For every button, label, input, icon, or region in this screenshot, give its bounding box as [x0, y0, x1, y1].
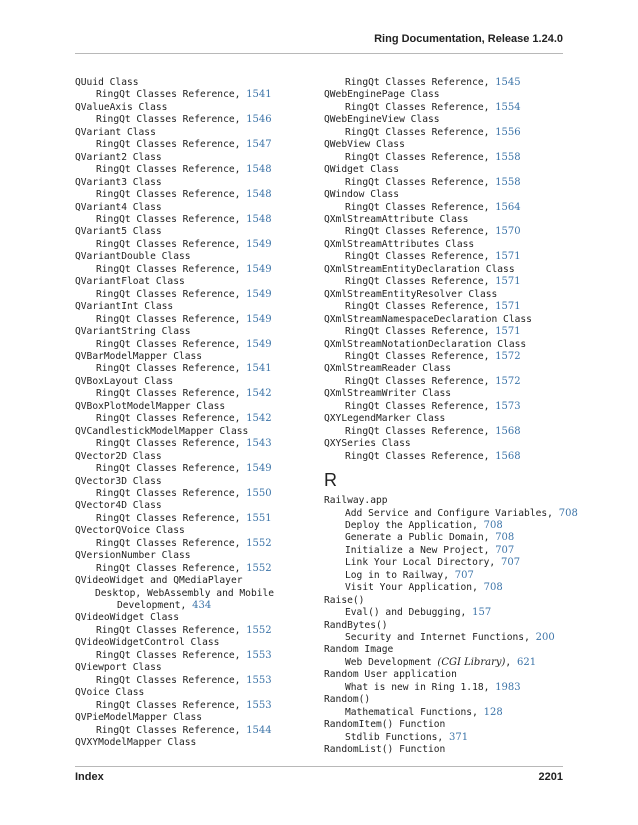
- index-subentry: Initialize a New Project, 707: [345, 544, 515, 556]
- index-subentry: RingQt Classes Reference, 1568: [345, 425, 521, 437]
- page-link[interactable]: 1551: [246, 512, 272, 524]
- index-subentry: RingQt Classes Reference, 1558: [345, 151, 521, 163]
- index-subentry: RingQt Classes Reference, 1549: [96, 263, 272, 275]
- index-term: QVector2D Class: [75, 450, 162, 462]
- index-subentry: RingQt Classes Reference, 1549: [96, 463, 272, 475]
- index-subentry: What is new in Ring 1.18, 1983: [345, 681, 521, 693]
- index-subentry: RingQt Classes Reference, 1549: [96, 238, 272, 250]
- page-link[interactable]: 1983: [495, 681, 521, 693]
- index-subentry: RingQt Classes Reference, 1549: [96, 313, 272, 325]
- index-term: Railway.app: [324, 495, 388, 507]
- index-subentry-text: RingQt Classes Reference: [96, 413, 235, 425]
- index-term: QVectorQVoice Class: [75, 525, 185, 537]
- index-term: QVCandlestickModelMapper Class: [75, 425, 249, 437]
- page-link[interactable]: 708: [558, 507, 578, 519]
- index-subentry: RingQt Classes Reference, 1550: [96, 487, 272, 499]
- index-subentry-text: RingQt Classes Reference: [96, 537, 235, 549]
- page-link[interactable]: 1570: [495, 226, 521, 238]
- index-subentry: RingQt Classes Reference, 1573: [345, 400, 521, 412]
- page-link[interactable]: 1568: [495, 450, 521, 462]
- index-term: QVariant Class: [75, 126, 156, 138]
- page-header-title: Ring Documentation, Release 1.24.0: [374, 33, 563, 45]
- index-term: Random Image: [324, 644, 394, 656]
- index-subentry-text: RingQt Classes Reference: [96, 699, 235, 711]
- page-link[interactable]: 1548: [246, 213, 272, 225]
- index-term: QXmlStreamEntityResolver Class: [324, 288, 498, 300]
- index-subentry: Visit Your Application, 708: [345, 582, 503, 594]
- index-subentry: RingQt Classes Reference, 1541: [96, 89, 272, 101]
- index-subentry: RingQt Classes Reference, 1571: [345, 276, 521, 288]
- index-subentry: RingQt Classes Reference, 1544: [96, 724, 272, 736]
- index-subentry: RingQt Classes Reference, 1549: [96, 338, 272, 350]
- index-term: QXmlStreamAttributes Class: [324, 238, 475, 250]
- footer-page-number: 2201: [538, 771, 563, 783]
- index-subentry: RingQt Classes Reference, 1549: [96, 288, 272, 300]
- page-link[interactable]: 1549: [246, 238, 272, 250]
- index-term-text: Development: [117, 600, 181, 612]
- index-subentry: RingQt Classes Reference, 1553: [96, 699, 272, 711]
- page-link[interactable]: 1546: [246, 114, 272, 126]
- index-term: QVideoWidget and QMediaPlayer: [75, 575, 243, 587]
- index-subentry: RingQt Classes Reference, 1552: [96, 562, 272, 574]
- index-subentry-text: RingQt Classes Reference: [96, 438, 235, 450]
- footer-rule: [75, 766, 563, 767]
- page-link[interactable]: 1550: [246, 487, 272, 499]
- index-subentry-text: RingQt Classes Reference: [96, 89, 235, 101]
- page-link[interactable]: 1571: [495, 251, 521, 263]
- page-link[interactable]: 708: [483, 582, 503, 594]
- index-subentry-text: RingQt Classes Reference: [96, 512, 235, 524]
- page-link[interactable]: 1552: [246, 562, 272, 574]
- index-subentry-text: RingQt Classes Reference: [96, 624, 235, 636]
- index-term: QVariantFloat Class: [75, 276, 185, 288]
- index-subentry: RingQt Classes Reference, 1554: [345, 101, 521, 113]
- page-link[interactable]: 1568: [495, 425, 521, 437]
- index-subentry: RingQt Classes Reference, 1552: [96, 624, 272, 636]
- page-link[interactable]: 157: [472, 607, 492, 619]
- index-subentry-text: RingQt Classes Reference: [96, 114, 235, 126]
- index-term: QViewport Class: [75, 662, 162, 674]
- index-term: QXmlStreamEntityDeclaration Class: [324, 263, 515, 275]
- header-rule: [75, 53, 563, 54]
- index-subentry-text: RingQt Classes Reference: [345, 176, 484, 188]
- index-term-continuation: Development, 434: [117, 600, 212, 612]
- page-link[interactable]: 1553: [246, 699, 272, 711]
- page-link[interactable]: 1543: [246, 438, 272, 450]
- index-subentry: Stdlib Functions, 371: [345, 731, 469, 743]
- page-link[interactable]: 1549: [246, 338, 272, 350]
- index-subentry-text: RingQt Classes Reference: [96, 562, 235, 574]
- index-subentry: RingQt Classes Reference, 1564: [345, 201, 521, 213]
- index-subentry: RingQt Classes Reference, 1542: [96, 413, 272, 425]
- index-term: QXmlStreamNamespaceDeclaration Class: [324, 313, 532, 325]
- index-subentry-text: RingQt Classes Reference: [345, 126, 484, 138]
- index-term: QVoice Class: [75, 687, 145, 699]
- index-subentry: Web Development (CGI Library), 621: [345, 656, 537, 668]
- page-link[interactable]: 1558: [495, 176, 521, 188]
- index-term: QWidget Class: [324, 164, 400, 176]
- page-link[interactable]: 708: [495, 532, 515, 544]
- index-subentry: RingQt Classes Reference, 1546: [96, 114, 272, 126]
- index-subentry: Generate a Public Domain, 708: [345, 532, 515, 544]
- index-subentry-text: Eval() and Debugging: [345, 607, 461, 619]
- index-subentry: Add Service and Configure Variables, 708: [345, 507, 578, 519]
- index-term: RandomItem() Function: [324, 719, 446, 731]
- index-term: QXmlStreamReader Class: [324, 363, 452, 375]
- index-subentry-text: RingQt Classes Reference: [345, 151, 484, 163]
- index-term: QVBoxPlotModelMapper Class: [75, 400, 226, 412]
- page-link[interactable]: 1553: [246, 674, 272, 686]
- page-link[interactable]: 371: [448, 731, 469, 743]
- index-subentry-text: RingQt Classes Reference: [345, 226, 484, 238]
- index-subentry-text: Stdlib Functions: [345, 731, 438, 743]
- page-link[interactable]: 621: [516, 656, 537, 668]
- page-link[interactable]: 1542: [246, 413, 272, 425]
- index-subentry-text: RingQt Classes Reference: [96, 649, 235, 661]
- index-subentry-text: RingQt Classes Reference: [96, 238, 235, 250]
- page-link[interactable]: 1571: [495, 301, 521, 313]
- page-link[interactable]: 1549: [246, 463, 272, 475]
- index-term: Random(): [324, 694, 371, 706]
- page-link[interactable]: 1573: [495, 400, 521, 412]
- index-term: RandomList() Function: [324, 744, 446, 756]
- index-subentry-text: Link Your Local Directory: [345, 557, 490, 569]
- index-subentry-text: Web Development: [345, 656, 432, 668]
- index-subentry-text: Security and Internet Functions: [345, 632, 525, 644]
- index-term: RandBytes(): [324, 619, 388, 631]
- index-subentry: RingQt Classes Reference, 1553: [96, 674, 272, 686]
- page-link[interactable]: 707: [495, 544, 515, 556]
- index-subentry-text: Visit Your Application: [345, 582, 473, 594]
- page-link[interactable]: 708: [483, 519, 503, 531]
- page-link[interactable]: 1572: [495, 375, 521, 387]
- index-subentry-text: RingQt Classes Reference: [96, 388, 235, 400]
- index-subentry: Log in to Railway, 707: [345, 569, 474, 581]
- index-term: QVariant2 Class: [75, 151, 162, 163]
- page-link[interactable]: 1542: [246, 388, 272, 400]
- page-link[interactable]: 1549: [246, 313, 272, 325]
- index-group-r: [324, 495, 578, 757]
- index-subentry: RingQt Classes Reference, 1553: [96, 649, 272, 661]
- page-link[interactable]: 1549: [246, 288, 272, 300]
- index-term: QXmlStreamAttribute Class: [324, 213, 469, 225]
- index-term: QWebEngineView Class: [324, 114, 440, 126]
- index-subentry-text: RingQt Classes Reference: [96, 338, 235, 350]
- page-link[interactable]: 200: [535, 632, 555, 644]
- index-subentry: RingQt Classes Reference, 1548: [96, 189, 272, 201]
- index-subentry-text: RingQt Classes Reference: [96, 463, 235, 475]
- index-subentry-text: RingQt Classes Reference: [345, 400, 484, 412]
- index-term: QXmlStreamWriter Class: [324, 388, 452, 400]
- index-subentry: RingQt Classes Reference, 1552: [96, 537, 272, 549]
- page-link[interactable]: 1544: [246, 724, 272, 736]
- index-term: QVariant5 Class: [75, 226, 162, 238]
- index-term: QXmlStreamNotationDeclaration Class: [324, 338, 527, 350]
- page-link[interactable]: 1571: [495, 276, 521, 288]
- page-link[interactable]: 1549: [246, 263, 272, 275]
- page-link[interactable]: 1547: [246, 139, 272, 151]
- index-term: QVariant4 Class: [75, 201, 162, 213]
- index-subentry: RingQt Classes Reference, 1558: [345, 176, 521, 188]
- index-subentry-text: RingQt Classes Reference: [96, 724, 235, 736]
- index-subentry-text: RingQt Classes Reference: [96, 139, 235, 151]
- index-subentry: Eval() and Debugging, 157: [345, 607, 492, 619]
- page-link[interactable]: 707: [454, 569, 474, 581]
- index-subentry-text: RingQt Classes Reference: [96, 487, 235, 499]
- page-link[interactable]: 707: [500, 557, 521, 569]
- index-subentry-text: RingQt Classes Reference: [345, 77, 484, 88]
- index-subentry: RingQt Classes Reference, 1541: [96, 363, 272, 375]
- page-link[interactable]: 1556: [495, 126, 521, 138]
- index-term: QWebEnginePage Class: [324, 89, 440, 101]
- index-term: QVideoWidgetControl Class: [75, 637, 220, 649]
- index-subentry: RingQt Classes Reference, 1568: [345, 450, 521, 462]
- page-link[interactable]: 1553: [246, 649, 272, 661]
- index-subentry-text: RingQt Classes Reference: [96, 674, 235, 686]
- page-link[interactable]: 1545: [495, 77, 521, 88]
- index-term: QVideoWidget Class: [75, 612, 179, 624]
- page-link[interactable]: 1571: [495, 326, 521, 338]
- index-term: QWebView Class: [324, 139, 405, 151]
- index-term: QUuid Class: [75, 77, 139, 88]
- page-link[interactable]: 1541: [246, 363, 272, 375]
- index-subentry: RingQt Classes Reference, 1545: [345, 77, 521, 88]
- index-subentry-text: RingQt Classes Reference: [96, 363, 235, 375]
- index-subentry: RingQt Classes Reference, 1542: [96, 388, 272, 400]
- index-subentry-text: Generate a Public Domain: [345, 532, 484, 544]
- index-subentry-text: Initialize a New Project: [345, 544, 484, 556]
- index-column-right: [324, 77, 578, 757]
- page-link[interactable]: 1552: [246, 537, 272, 549]
- index-subentry-text: RingQt Classes Reference: [345, 101, 484, 113]
- index-subentry-text: RingQt Classes Reference: [345, 301, 484, 313]
- index-term: QXYLegendMarker Class: [324, 413, 446, 425]
- index-subentry-qualifier: (CGI Library): [437, 656, 506, 668]
- index-subentry: RingQt Classes Reference, 1571: [345, 326, 521, 338]
- index-term-continuation: Desktop, WebAssembly and Mobile: [95, 587, 275, 599]
- index-term: QVBoxLayout Class: [75, 375, 174, 387]
- index-term: QVector4D Class: [75, 500, 162, 512]
- page-link[interactable]: 1558: [495, 151, 521, 163]
- index-subentry: RingQt Classes Reference, 1551: [96, 512, 272, 524]
- index-subentry-text: RingQt Classes Reference: [345, 350, 484, 362]
- footer-section: Index: [75, 771, 104, 783]
- index-subentry: Link Your Local Directory, 707: [345, 557, 521, 569]
- index-subentry-text: RingQt Classes Reference: [96, 288, 235, 300]
- index-term: QXYSeries Class: [324, 438, 411, 450]
- index-subentry-text: RingQt Classes Reference: [345, 326, 484, 338]
- index-subentry-text: RingQt Classes Reference: [345, 201, 484, 213]
- index-subentry-text: What is new in Ring 1.18: [345, 681, 484, 693]
- page-link[interactable]: 1554: [495, 101, 521, 113]
- index-group-q-continued: [324, 77, 569, 463]
- index-letter-heading: R: [324, 470, 337, 491]
- index-term: QVector3D Class: [75, 475, 162, 487]
- index-subentry-text: RingQt Classes Reference: [345, 251, 484, 263]
- index-subentry-text: Log in to Railway: [345, 569, 444, 581]
- page-link[interactable]: 1552: [246, 624, 272, 636]
- index-subentry: Deploy the Application, 708: [345, 519, 503, 531]
- index-subentry: RingQt Classes Reference, 1572: [345, 375, 521, 387]
- index-subentry-text: RingQt Classes Reference: [96, 313, 235, 325]
- index-term: QValueAxis Class: [75, 101, 168, 113]
- index-subentry-text: RingQt Classes Reference: [96, 213, 235, 225]
- index-subentry: Mathematical Functions, 128: [345, 706, 503, 718]
- index-subentry: RingQt Classes Reference, 1572: [345, 350, 521, 362]
- index-subentry: RingQt Classes Reference, 1543: [96, 438, 272, 450]
- index-subentry-text: RingQt Classes Reference: [345, 425, 484, 437]
- page-link[interactable]: 1541: [246, 89, 272, 101]
- index-term: QVXYModelMapper Class: [75, 737, 197, 749]
- page-link[interactable]: 128: [483, 706, 503, 718]
- index-subentry-text: Deploy the Application: [345, 519, 473, 531]
- index-term: Raise(): [324, 594, 365, 606]
- index-subentry-text: RingQt Classes Reference: [345, 276, 484, 288]
- index-term: QVariantString Class: [75, 326, 191, 338]
- index-subentry-text: RingQt Classes Reference: [345, 450, 484, 462]
- index-term: Random User application: [324, 669, 457, 681]
- index-subentry: RingQt Classes Reference, 1548: [96, 164, 272, 176]
- index-subentry-text: RingQt Classes Reference: [345, 375, 484, 387]
- index-subentry: RingQt Classes Reference, 1571: [345, 301, 521, 313]
- index-term: QVBarModelMapper Class: [75, 350, 203, 362]
- page-link[interactable]: 1548: [246, 164, 272, 176]
- index-subentry-text: Add Service and Configure Variables: [345, 507, 548, 519]
- page-link[interactable]: 434: [192, 600, 212, 612]
- index-term: QVariantDouble Class: [75, 251, 191, 263]
- index-subentry: Security and Internet Functions, 200: [345, 632, 555, 644]
- index-subentry-text: RingQt Classes Reference: [96, 164, 235, 176]
- index-subentry: RingQt Classes Reference, 1571: [345, 251, 521, 263]
- index-term: QWindow Class: [324, 189, 400, 201]
- index-term: QVersionNumber Class: [75, 550, 191, 562]
- index-column-left: [75, 77, 310, 749]
- page-link[interactable]: 1548: [246, 189, 272, 201]
- index-subentry: RingQt Classes Reference, 1570: [345, 226, 521, 238]
- index-term: QVariantInt Class: [75, 301, 174, 313]
- page-link[interactable]: 1564: [495, 201, 521, 213]
- index-term: QVariant3 Class: [75, 176, 162, 188]
- index-subentry-text: Mathematical Functions: [345, 706, 473, 718]
- index-subentry-text: RingQt Classes Reference: [96, 189, 235, 201]
- index-subentry: RingQt Classes Reference, 1548: [96, 213, 272, 225]
- index-subentry: RingQt Classes Reference, 1556: [345, 126, 521, 138]
- page-link[interactable]: 1572: [495, 350, 521, 362]
- index-subentry: RingQt Classes Reference, 1547: [96, 139, 272, 151]
- index-subentry-text: RingQt Classes Reference: [96, 263, 235, 275]
- index-term: QVPieModelMapper Class: [75, 712, 203, 724]
